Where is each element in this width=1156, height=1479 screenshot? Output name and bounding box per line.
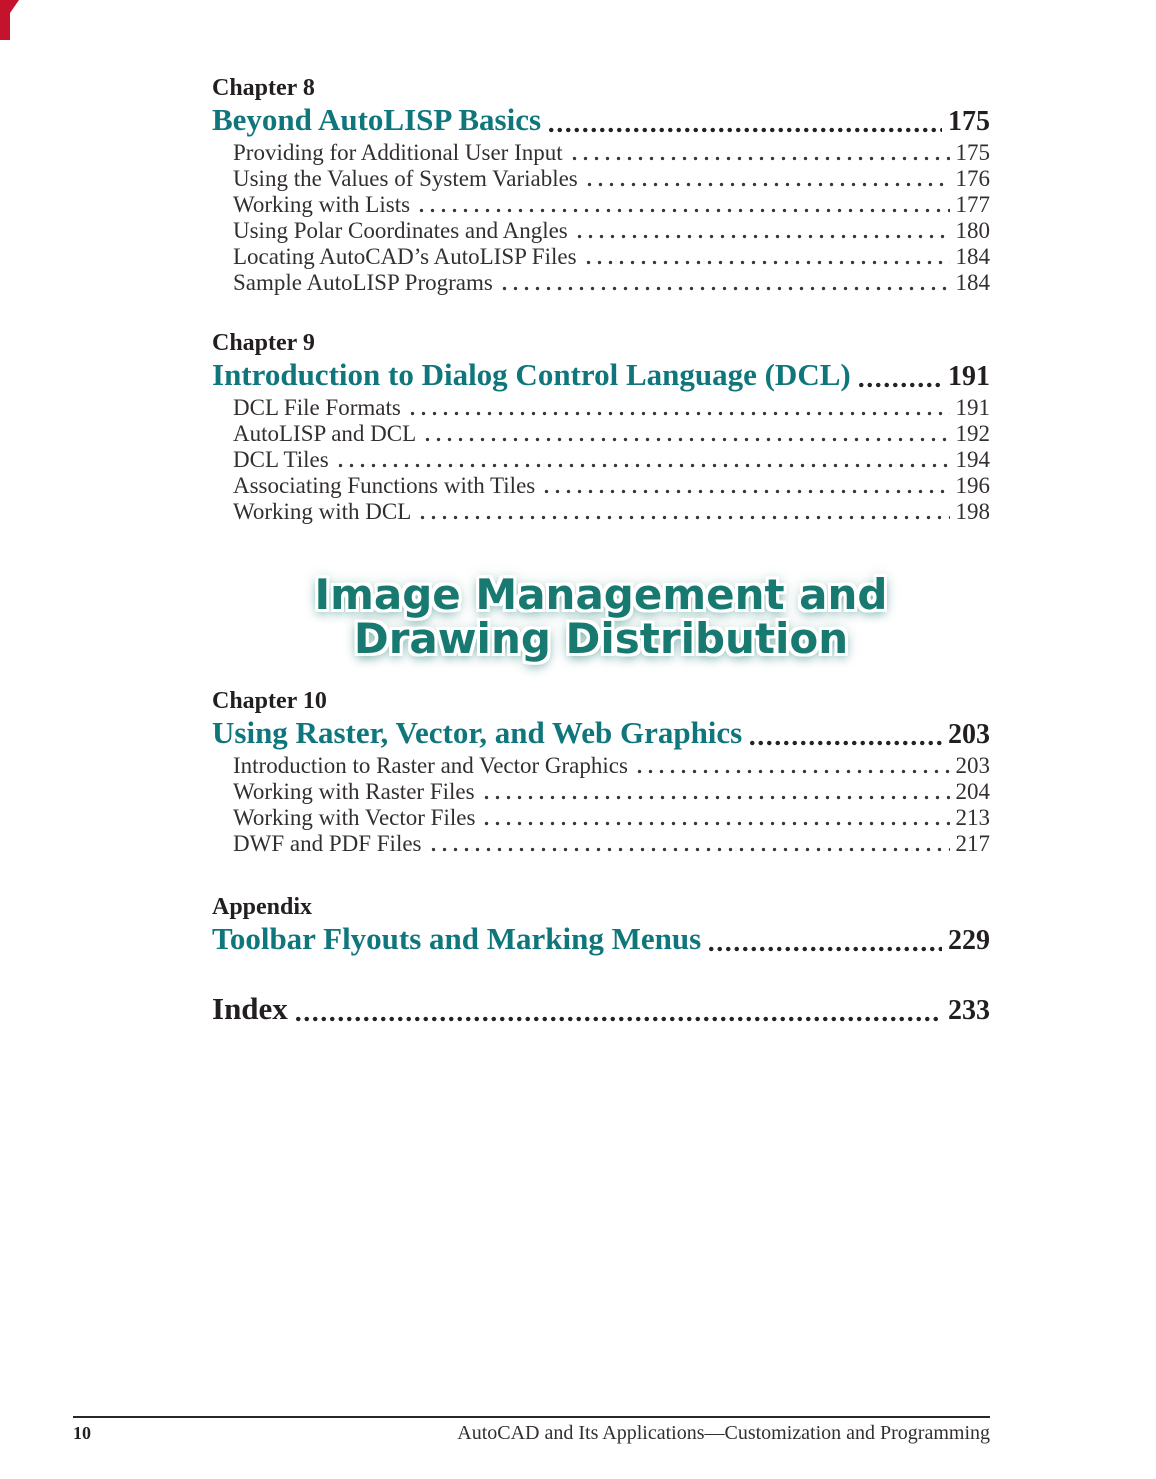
dot-leader (411, 499, 955, 525)
entry-title: Working with DCL (233, 499, 412, 524)
dot-leader (475, 805, 955, 831)
toc-section-chapter-9 (212, 329, 990, 525)
toc-entry (212, 447, 990, 473)
entry-page-number: 192 (955, 421, 990, 446)
part-title-line-1: Image Management and (314, 570, 888, 619)
chapter-title: Introduction to Dialog Control Language (DCL) (212, 357, 851, 392)
entry-title: Introduction to Raster and Vector Graphics (233, 753, 628, 778)
entry-page-number: 184 (955, 270, 990, 295)
entry-title: Working with Lists (233, 192, 411, 217)
entry-title: DCL File Formats (233, 395, 401, 420)
toc-entry (212, 805, 990, 831)
entry-title: DWF and PDF Files (233, 831, 422, 856)
dot-leader (422, 831, 956, 857)
page-footer (73, 1416, 990, 1445)
part-title-line-2: Drawing Distribution (353, 614, 849, 663)
index-page-number: 233 (948, 995, 990, 1026)
toc-index-row (212, 991, 990, 1029)
entry-page-number: 203 (955, 753, 990, 778)
toc-entry (212, 499, 990, 525)
dot-leader (329, 447, 956, 473)
chapter-heading-row (212, 357, 990, 395)
chapter-page-number: 203 (948, 719, 990, 750)
entry-page-number: 194 (955, 447, 990, 472)
dot-leader (578, 166, 956, 192)
page-corner-mark (0, 0, 22, 40)
dot-leader (416, 421, 955, 447)
dot-leader (563, 140, 956, 166)
folio-page-number: 10 (73, 1423, 91, 1443)
toc-section-appendix (212, 893, 990, 959)
chapter-title: Using Raster, Vector, and Web Graphics (212, 715, 743, 750)
entry-page-number: 198 (955, 499, 990, 524)
toc-entry (212, 779, 990, 805)
entry-page-number: 191 (955, 395, 990, 420)
chapter-heading-row (212, 921, 990, 959)
dot-leader (701, 921, 948, 959)
part-display-title (212, 570, 990, 663)
chapter-page-number: 191 (948, 361, 990, 392)
entry-page-number: 177 (955, 192, 990, 217)
toc-entry (212, 192, 990, 218)
toc-entry (212, 421, 990, 447)
dot-leader (851, 357, 948, 395)
toc-entry (212, 473, 990, 499)
entry-title: Using the Values of System Variables (233, 166, 578, 191)
chapter-label: Chapter 9 (212, 330, 315, 356)
entry-page-number: 217 (955, 831, 990, 856)
chapter-heading-row (212, 102, 990, 140)
entry-title: Working with Raster Files (233, 779, 475, 804)
entry-page-number: 175 (955, 140, 990, 165)
entry-page-number: 213 (955, 805, 990, 830)
dot-leader (401, 395, 956, 421)
toc-content (212, 0, 990, 1029)
toc-entry (212, 218, 990, 244)
entry-page-number: 184 (955, 244, 990, 269)
dot-leader (742, 715, 948, 753)
toc-entry (212, 395, 990, 421)
dot-leader (493, 270, 956, 296)
toc-entry (212, 166, 990, 192)
entry-title: Associating Functions with Tiles (233, 473, 536, 498)
dot-leader (568, 218, 956, 244)
entry-page-number: 196 (955, 473, 990, 498)
entry-title: DCL Tiles (233, 447, 329, 472)
dot-leader (577, 244, 956, 270)
toc-section-chapter-10 (212, 687, 990, 857)
entry-page-number: 204 (955, 779, 990, 804)
chapter-label: Chapter 8 (212, 75, 315, 101)
footer-book-title: AutoCAD and Its Applications—Customization and Programming (457, 1422, 990, 1444)
chapter-label: Appendix (212, 894, 313, 920)
entry-title: AutoLISP and DCL (233, 421, 417, 446)
toc-entry (212, 270, 990, 296)
chapter-title: Toolbar Flyouts and Marking Menus (212, 921, 702, 956)
dot-leader (628, 753, 956, 779)
toc-entry (212, 831, 990, 857)
entry-page-number: 176 (955, 166, 990, 191)
toc-section-chapter-8 (212, 74, 990, 296)
chapter-page-number: 229 (948, 925, 990, 956)
dot-leader (541, 102, 948, 140)
entry-title: Sample AutoLISP Programs (233, 270, 493, 295)
dot-leader (410, 192, 955, 218)
chapter-page-number: 175 (948, 106, 990, 137)
index-title: Index (212, 991, 288, 1026)
entry-page-number: 180 (955, 218, 990, 243)
toc-entry (212, 244, 990, 270)
toc-entry (212, 140, 990, 166)
toc-entry (212, 753, 990, 779)
chapter-label: Chapter 10 (212, 688, 327, 714)
chapter-heading-row (212, 715, 990, 753)
entry-title: Providing for Additional User Input (233, 140, 563, 165)
dot-leader (535, 473, 955, 499)
entry-title: Using Polar Coordinates and Angles (233, 218, 568, 243)
dot-leader (288, 991, 948, 1029)
chapter-title: Beyond AutoLISP Basics (212, 102, 542, 137)
dot-leader (475, 779, 956, 805)
entry-title: Working with Vector Files (233, 805, 476, 830)
entry-title: Locating AutoCAD’s AutoLISP Files (233, 244, 577, 269)
